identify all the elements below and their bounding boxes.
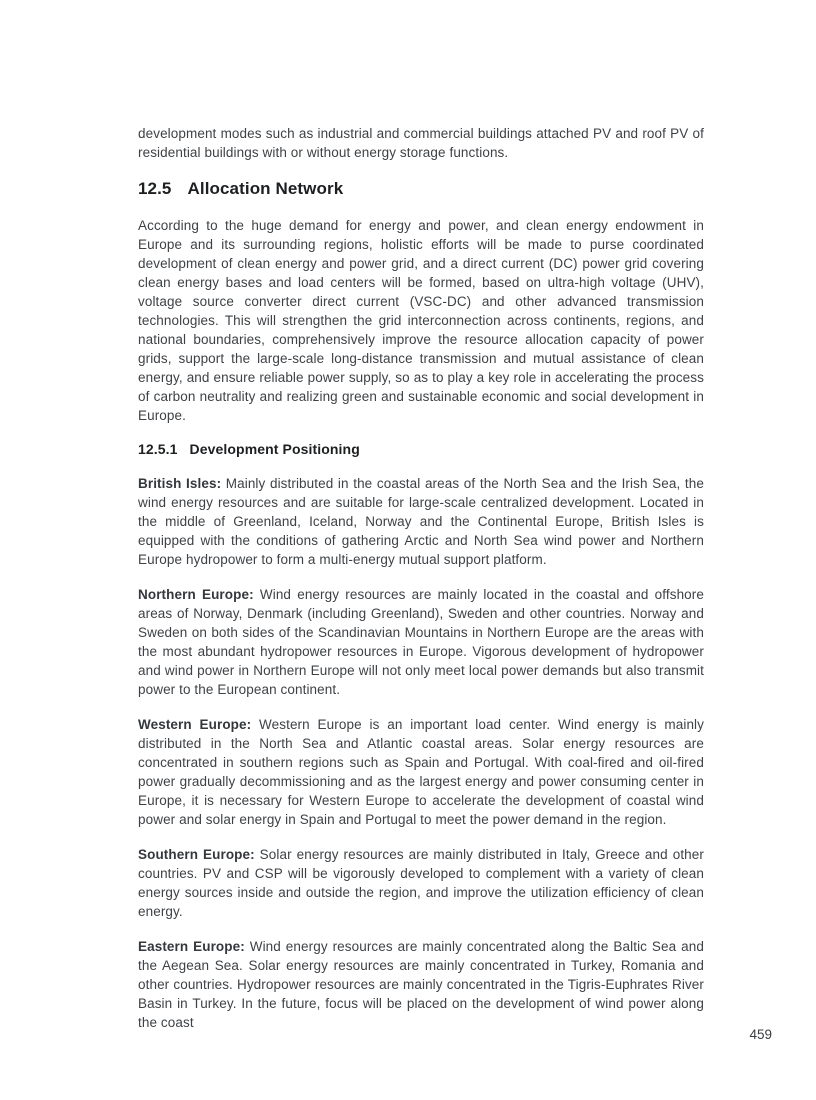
page-content <box>138 0 704 1048</box>
subsection-number: 12.5.1 <box>138 441 178 457</box>
region-text-northern-europe: Wind energy resources are mainly located in the coastal and offshore areas of Norway, Denmark (including Greenland), Sweden and other countries. Norway and Sweden on both sides of the Scandinavian Mountains in Northern Europe are the areas with the most abundant hydropower resources in Europe. Vigorous development of hydropower and wind power in Northern Europe will not only meet local power demands but also transmit power to the European continent. <box>138 587 704 697</box>
region-text-western-europe: Western Europe is an important load center. Wind energy is mainly distributed in the North Sea and Atlantic coastal areas. Solar energy resources are concentrated in southern regions such as Spain and Portugal. With coal-fired and oil-fired power gradually decommissioning and as the largest energy and power consuming center in Europe, it is necessary for Western Europe to accelerate the development of coastal wind power and solar energy in Spain and Portugal to meet the power demand in the region. <box>138 717 704 827</box>
section-title: Allocation Network <box>187 179 344 198</box>
region-text-british-isles: Mainly distributed in the coastal areas of the North Sea and the Irish Sea, the wind energy resources and are suitable for large-scale centralized development. Located in the middle of Greenland, Iceland, Norway and the Continental Europe, British Isles is equipped with the conditions of gathering Arctic and North Sea wind power and Northern Europe hydropower to form a multi-energy mutual support platform. <box>138 476 704 567</box>
paragraph-eastern-europe <box>138 937 704 1032</box>
region-text-southern-europe: Solar energy resources are mainly distributed in Italy, Greece and other countries. PV and CSP will be vigorously developed to complement with a variety of clean energy sources inside and outside the region, and improve the utilization efficiency of clean energy. <box>138 847 704 919</box>
region-lead-eastern-europe: Eastern Europe: <box>138 939 245 954</box>
region-lead-western-europe: Western Europe: <box>138 717 252 732</box>
paragraph-british-isles <box>138 474 704 569</box>
section-intro-paragraph: According to the huge demand for energy and power, and clean energy endowment in Europe and its surrounding regions, holistic efforts will be made to purse coordinated development of clean energy and power grid, and a direct current (DC) power grid covering clean energy bases and load centers will be formed, based on ultra-high voltage (UHV), voltage source converter direct current (VSC-DC) and other advanced transmission technologies. This will strengthen the grid interconnection across continents, regions, and national boundaries, comprehensively improve the resource allocation capacity of power grids, support the large-scale long-distance transmission and mutual assistance of clean energy, and ensure reliable power supply, so as to play a key role in accelerating the process of carbon neutrality and realizing green and sustainable economic and social development in Europe. <box>138 218 704 423</box>
paragraph-southern-europe <box>138 845 704 921</box>
paragraph-continuation: development modes such as industrial and commercial buildings attached PV and roof PV of residential buildings with or without energy storage functions. <box>138 126 704 160</box>
region-lead-british-isles: British Isles: <box>138 476 222 491</box>
page-number: 459 <box>749 1027 772 1042</box>
region-lead-southern-europe: Southern Europe: <box>138 847 255 862</box>
subsection-title: Development Positioning <box>189 441 360 457</box>
subsection-heading <box>138 441 704 458</box>
region-text-eastern-europe: Wind energy resources are mainly concentrated along the Baltic Sea and the Aegean Sea. Solar energy resources are mainly concentrated in Turkey, Romania and other countries. Hydropower resources are mainly concentrated in the Tigris-Euphrates River Basin in Turkey. In the future, focus will be placed on the development of wind power along the coast <box>138 939 704 1030</box>
paragraph-western-europe <box>138 715 704 829</box>
section-heading <box>138 179 704 199</box>
paragraph-northern-europe <box>138 585 704 699</box>
region-lead-northern-europe: Northern Europe: <box>138 587 254 602</box>
section-number: 12.5 <box>138 179 172 198</box>
